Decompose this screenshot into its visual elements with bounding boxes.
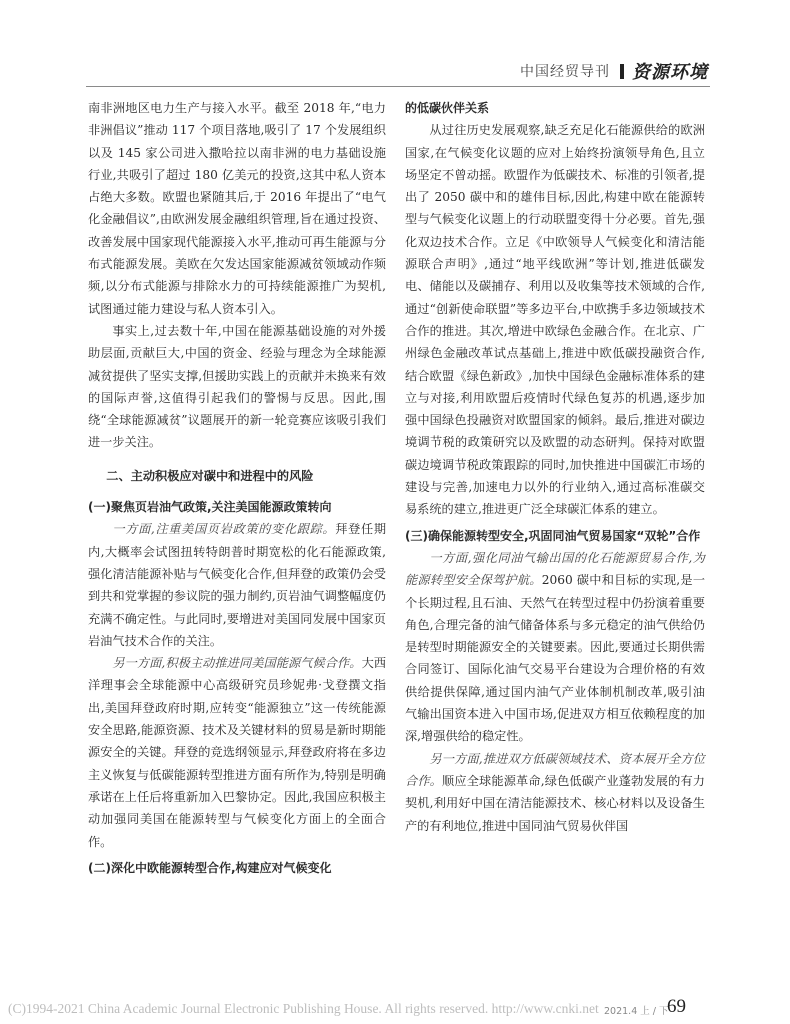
paragraph-text: 大西洋理事会全球能源中心高级研究员珍妮弗·戈登撰文指出,美国拜登政府时期,应转变“能源独立”这一传统能源安全思路,能源资源、技术及关键材料的贸易是新时期能源安全的关键。拜登的竞选纲领显示,拜登政府将在多边主义恢复与低碳能源转型推进方面有所作为,特别是明确承诺在上任后将重新加入巴黎协定。因此,我国应积极主动加强同美国在能源转型与气候变化方面上的全面合作。 [88, 656, 387, 849]
subsection-heading: (一)聚焦页岩油气政策,关注美国能源政策转向 [88, 500, 332, 515]
paragraph-text: 拜登任期内,大概率会试图扭转特朗普时期宽松的化石能源政策,强化清洁能源补贴与气候变化合作,但拜登的政策仍会受到共和党掌握的参议院的强力制约,页岩油气调整幅度仍充满不确定性。与此同时,要增进对美国同发展中国家页岩油气技术合作的关注。 [88, 522, 387, 648]
paragraph-text: 顺应全球能源革命,绿色低碳产业蓬勃发展的有力契机,利用好中国在清洁能源技术、核心材料以及设备生产的有利地位,推进中国同油气贸易伙伴国 [405, 773, 705, 833]
left-column [88, 97, 386, 879]
paragraph: 南非洲地区电力生产与接入水平。截至 2018 年,“电力非洲倡议”推动 117 个项目落地,吸引了 17 个发展组织以及 145 家公司进入撒哈拉以南非洲的电力基础设施行业,共吸引了超过 180 亿美元的投资,这其中私人资本占绝大多数。欧盟也紧随其后,于 2016 年提出了“电气化金融倡议”,由欧洲发展金融组织管理,旨在通过投资、改善发展中国家现代能源接入水平,推动可再生能源与分布式能源发展。美欧在欠发达国家能源减贫领域动作频频,以分布式能源与排除水力的可持续能源推广为契机,试图通过能力建设与私人资本引入。 [88, 101, 386, 316]
paragraph-text: 2060 碳中和目标的实现,是一个长期过程,且石油、天然气在转型过程中仍扮演着重要角色,合理完备的油气储备体系与多元稳定的油气供给仍是转型时期能源安全的关键要素。因此,要通过长期供需合同签订、国际化油气交易平台建设为合理价格的有效供给提供保障,通过国内油气产业体制机制改革,吸引油气输出国资本进入中国市场,促进双方相互依赖程度的加深,增强供给的稳定性。 [405, 573, 706, 744]
lead-sentence: 另一方面,积极主动推进同美国能源气候合作。 [112, 656, 362, 671]
right-column [405, 97, 705, 837]
page-header [520, 58, 708, 84]
issue-date: 2021.4 上 / 下 [604, 1006, 669, 1017]
lead-sentence: 一方面,注重美国页岩政策的变化跟踪。 [112, 522, 336, 537]
header-separator-bar [620, 64, 624, 79]
lead-sentence: 另一方面,推进双方低碳领域技术、资本展开全方位合作。 [405, 751, 705, 788]
page-number: 69 [667, 996, 686, 1017]
paragraph [405, 748, 705, 837]
lead-sentence: 一方面,强化同油气输出国的化石能源贸易合作,为能源转型安全保驾护航。 [405, 550, 705, 588]
copyright-watermark: (C)1994-2021 China Academic Journal Electronic Publishing House. All rights reserved. http://www.cnki.net [8, 1001, 599, 1016]
paragraph [88, 518, 386, 652]
subsection-heading-continued: 的低碳伙伴关系 [405, 101, 490, 115]
paragraph: 从过往历史发展观察,缺乏充足化石能源供给的欧洲国家,在气候变化议题的应对上始终扮演领导角色,且立场坚定不曾动摇。欧盟作为低碳技术、标准的引领者,提出了 2050 碳中和的雄伟目标,因此,构建中欧在能源转型与气候变化议题上的行动联盟变得十分必要。首先,强化双边技术合作。立足《中欧领导人气候变化和清洁能源联合声明》,通过“地平线欧洲”等计划,推进低碳发电、储能以及碳捕存、利用以及收集等技术领域的合作,通过“创新使命联盟”等多边平台,中欧携手多边领域技术合作的推进。其次,增进中欧绿色金融合作。在北京、广州绿色金融改革试点基础上,推进中欧低碳投融资合作,结合欧盟《绿色新政》,加快中国绿色金融标准体系的建立与对接,利用欧盟后疫情时代绿色复苏的机遇,逐步加强中国绿色投融资对欧盟国家的倾斜。最后,推进对碳边境调节税的政策研究以及欧盟的动态研判。保持对欧盟碳边境调节税政策跟踪的同时,加快推进中国碳汇市场的建设与完善,加速电力以外的行业纳入,通过高标准碳交易系统的建立,推进更广泛全球碳汇体系的建立。 [405, 123, 705, 517]
subsection-heading: (二)深化中欧能源转型合作,构建应对气候变化 [88, 860, 332, 875]
paragraph: 事实上,过去数十年,中国在能源基础设施的对外援助层面,贡献巨大,中国的资金、经验与理念为全球能源减贫提供了坚实支撑,但援助实践上的贡献并未换来有效的国际声誉,这值得引起我们的警惕与反思。因此,围绕“全球能源减贫”议题展开的新一轮竞赛应该吸引我们进一步关注。 [88, 323, 386, 450]
magazine-name: 中国经贸导刊 [520, 64, 610, 80]
section-title: 资源环境 [632, 62, 708, 83]
paragraph [405, 547, 705, 748]
header-rule [86, 86, 710, 87]
subsection-heading: (三)确保能源转型安全,巩固同油气贸易国家“双轮”合作 [405, 528, 701, 543]
section-heading: 二、主动积极应对碳中和进程中的风险 [106, 468, 314, 483]
paragraph [88, 652, 386, 853]
